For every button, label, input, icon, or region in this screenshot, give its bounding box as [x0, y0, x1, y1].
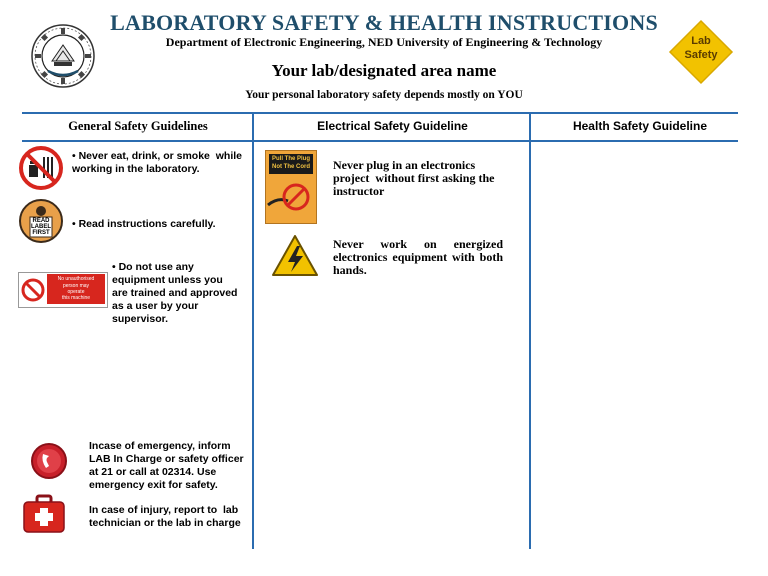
general-safety-heading: General Safety Guidelines — [68, 119, 208, 133]
tagline: Your personal laboratory safety depends mostly on YOU — [245, 89, 523, 101]
unauth-sign-line1: No unauthorised — [57, 276, 95, 282]
no-food-drink-icon — [18, 145, 64, 191]
no-unauthorized-sign-icon — [18, 272, 108, 308]
read-sign-line3: FIRST — [32, 230, 50, 236]
page-title: LABORATORY SAFETY & HEALTH INSTRUCTIONS — [110, 10, 658, 35]
read-label-icon — [18, 198, 64, 244]
table-top-rule — [22, 112, 738, 114]
unauth-sign-line4: this machine — [61, 295, 91, 301]
emergency-phone-icon — [30, 442, 68, 480]
table-header-rule — [22, 140, 738, 142]
unauth-sign-line2: person may — [62, 283, 90, 289]
high-voltage-warning-icon — [270, 233, 320, 279]
department-subtitle: Department of Electronic Engineering, NED University of Engineering & Technology — [165, 35, 603, 49]
guideline-trained-users-only: • Do not use any equipment unless you are trained and approved as a user by your supervisor. — [112, 261, 238, 325]
column-divider-2 — [529, 112, 531, 549]
guideline-ask-before-plugging: Never plug in an electronics project without first asking the instructor — [333, 158, 495, 198]
guideline-read-instructions: • Read instructions carefully. — [72, 218, 216, 230]
guideline-no-eating: • Never eat, drink, or smoke while working in the laboratory. — [72, 150, 242, 175]
badge-text-line2: Safety — [684, 49, 718, 61]
pull-plug-sign-icon — [265, 150, 317, 224]
badge-text-line1: Lab — [691, 35, 711, 47]
emergency-instructions: Incase of emergency, inform LAB In Charge or safety officer at 21 or call at 02314. Use emergency exit for safety. — [89, 440, 244, 491]
pull-plug-line1: Pull The Plug — [271, 156, 310, 162]
read-sign-line2: LABEL — [31, 224, 51, 230]
read-sign-line1: READ — [32, 218, 50, 224]
injury-instructions: In case of injury, report to lab technician or the lab in charge — [89, 504, 241, 529]
pull-plug-line2: Not The Cord — [272, 164, 310, 170]
lab-name-heading: Your lab/designated area name — [271, 61, 497, 80]
guideline-no-live-work: Never work on energized electronics equipment with both hands. — [333, 237, 503, 277]
first-aid-kit-icon — [22, 494, 66, 534]
electrical-safety-heading: Electrical Safety Guideline — [317, 119, 468, 133]
column-divider-1 — [252, 112, 254, 549]
unauth-sign-line3: operate — [67, 289, 85, 295]
health-safety-heading: Health Safety Guideline — [572, 119, 708, 133]
